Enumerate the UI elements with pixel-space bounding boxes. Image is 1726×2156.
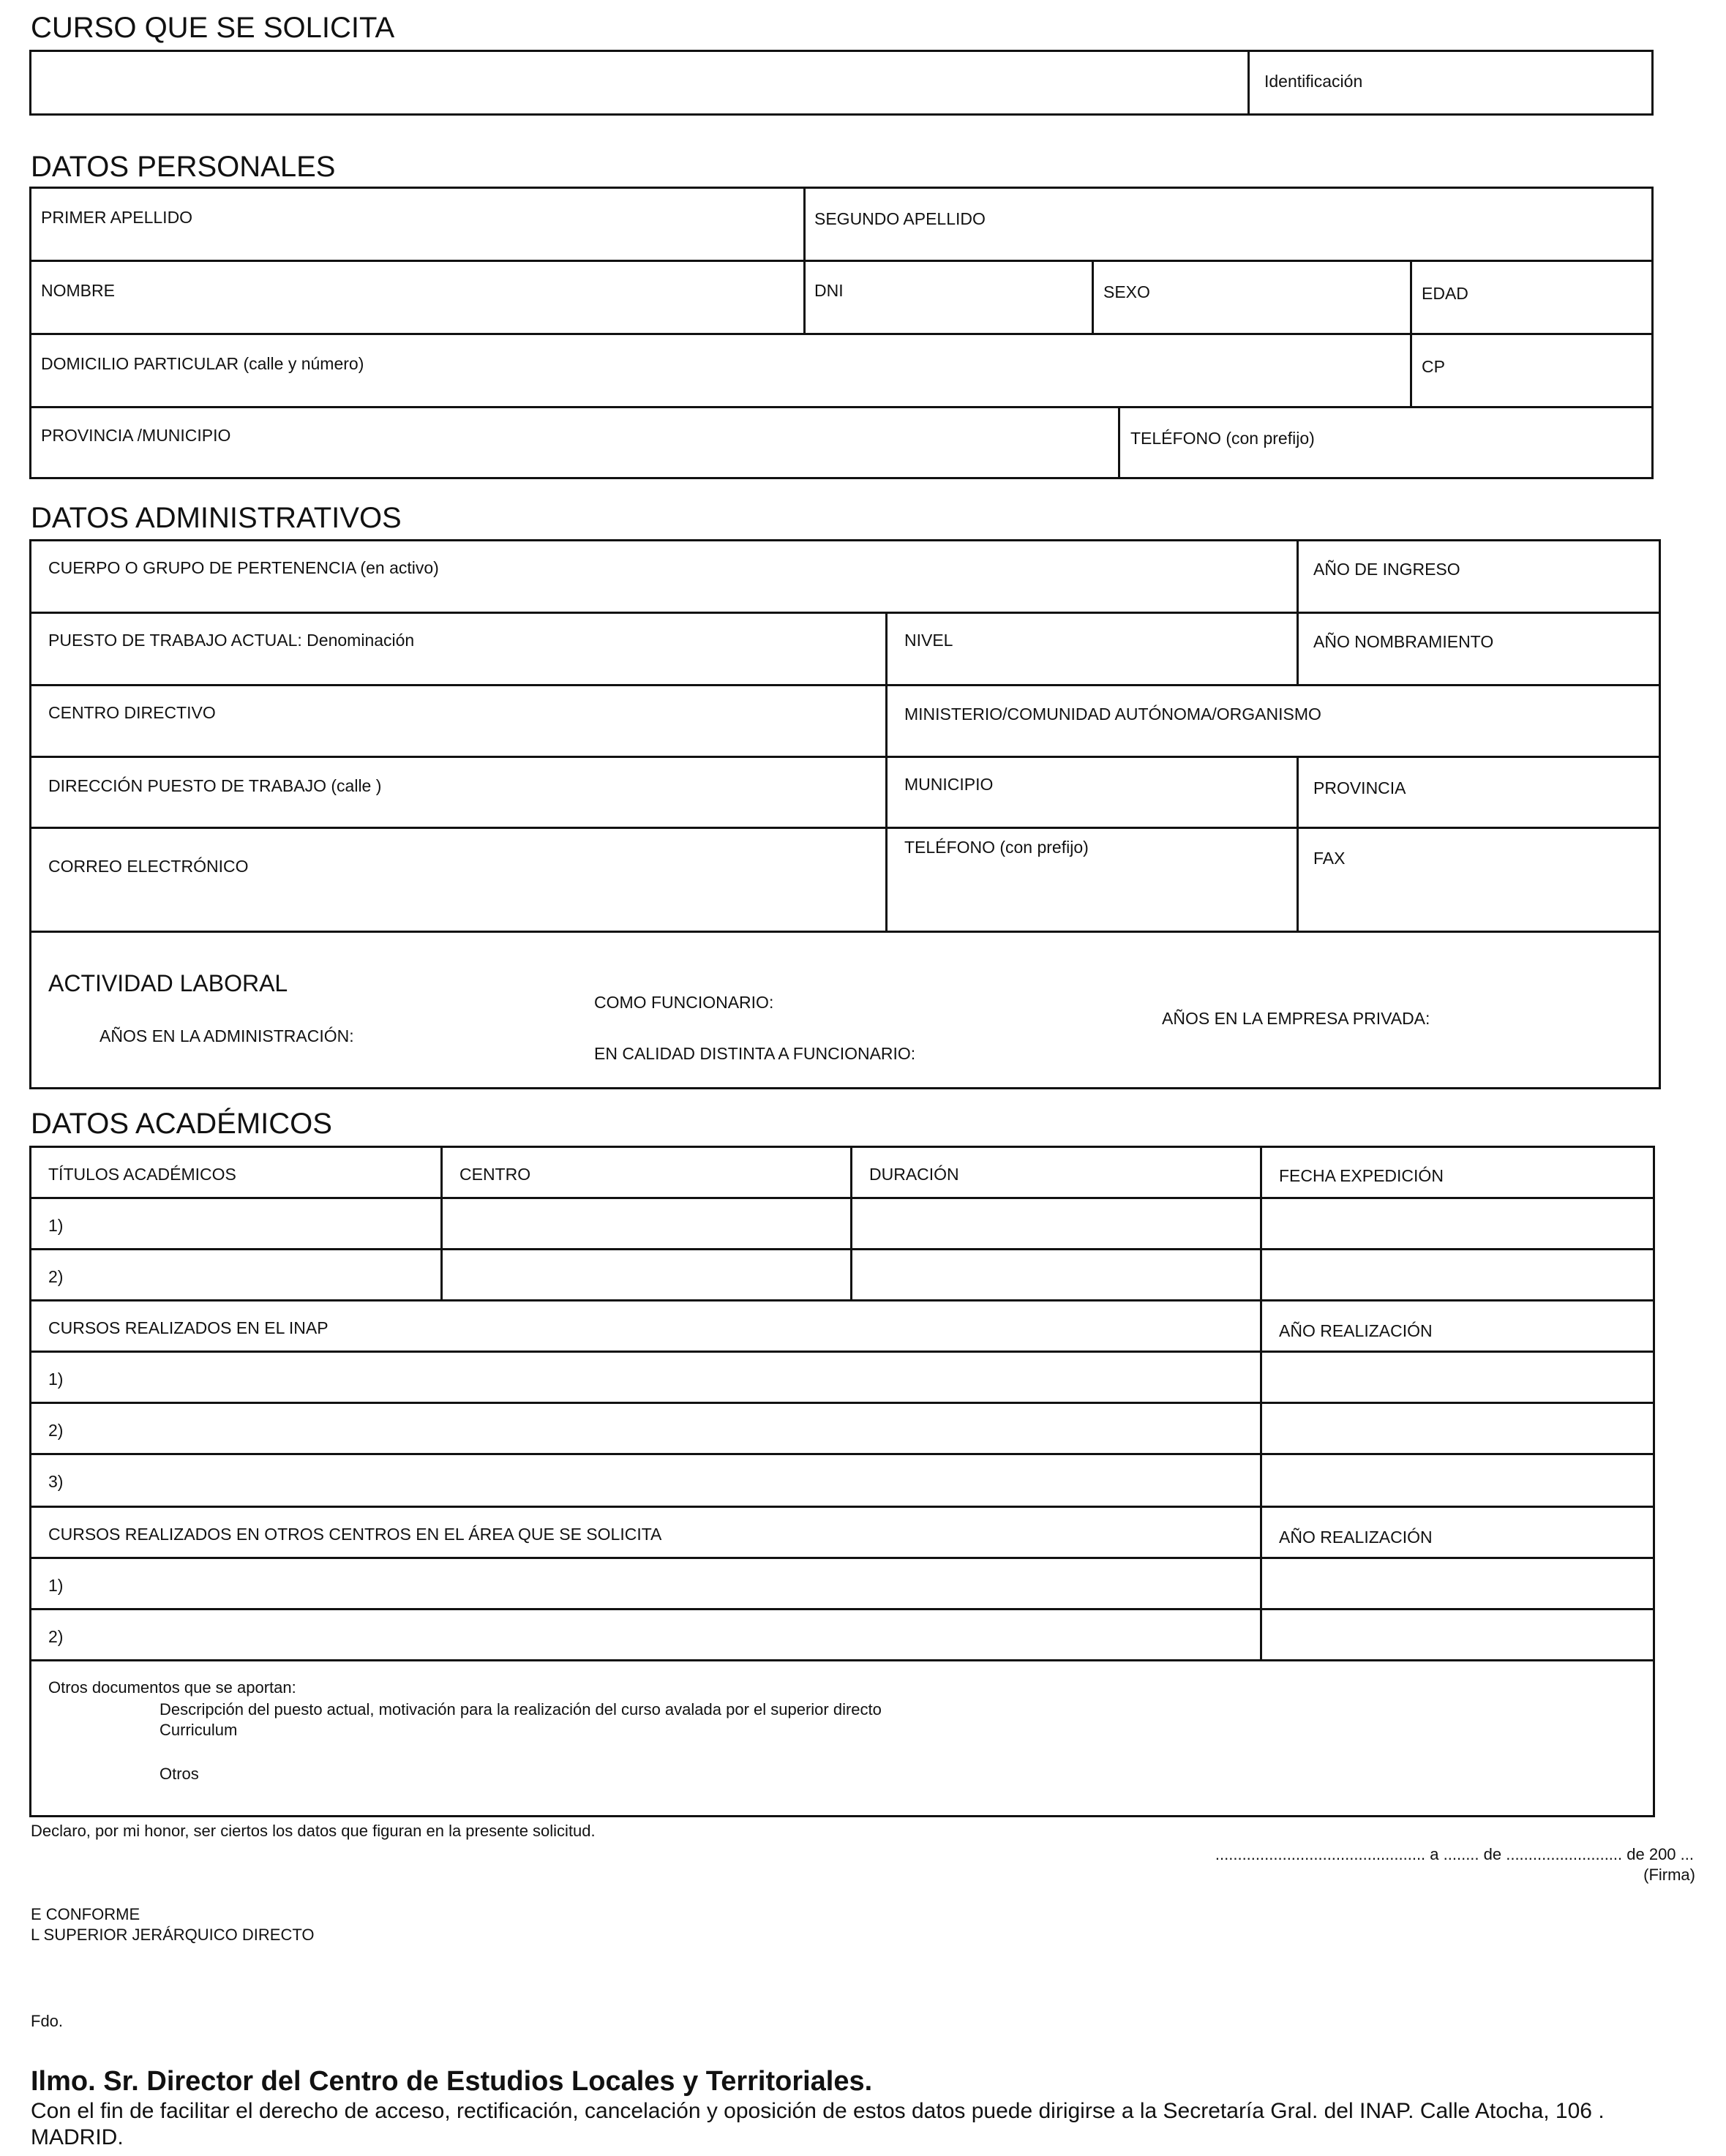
signature-label: (Firma) [1643,1866,1695,1884]
work-address-field[interactable]: DIRECCIÓN PUESTO DE TRABAJO (calle ) [48,776,382,795]
postal-code-field[interactable]: CP [1422,357,1445,376]
section-title-academic: DATOS ACADÉMICOS [31,1108,332,1140]
identification-field[interactable]: Identificación [1264,72,1363,91]
acad-col-line-2 [850,1146,852,1299]
fax-field[interactable]: FAX [1313,849,1346,868]
admin-row-line-3 [29,756,1661,758]
doc-item-others[interactable]: Otros [160,1765,199,1783]
course-divider [1247,50,1250,116]
title-row-2[interactable]: 2) [48,1267,64,1286]
level-field[interactable]: NIVEL [904,631,953,650]
admin-row-line-5 [29,931,1661,933]
personal-row-line-3 [29,406,1654,408]
docs-title: Otros documentos que se aportan: [48,1678,296,1697]
inap-courses-title: CURSOS REALIZADOS EN EL INAP [48,1318,329,1337]
year-appointment-field[interactable]: AÑO NOMBRAMIENTO [1313,632,1494,651]
work-province-field[interactable]: PROVINCIA [1313,778,1406,797]
other-year-header: AÑO REALIZACIÓN [1279,1528,1433,1547]
personal-col-line-4 [1118,406,1120,479]
acad-row-line-10 [29,1659,1655,1661]
admin-row-line-2 [29,684,1661,686]
addressee: Ilmo. Sr. Director del Centro de Estudios Locales y Territoriales. [31,2066,873,2097]
acad-row-line-7 [29,1506,1655,1508]
other-row-1[interactable]: 1) [48,1576,64,1595]
acad-row-line-1 [29,1197,1655,1199]
admin-col-line-1 [1297,539,1299,684]
header-issue-date: FECHA EXPEDICIÓN [1279,1166,1444,1185]
name-field[interactable]: NOMBRE [41,281,115,300]
acad-col-line-3 [1260,1146,1262,1659]
header-duration: DURACIÓN [869,1165,959,1184]
email-field[interactable]: CORREO ELECTRÓNICO [48,857,249,876]
admin-col-line-3 [1297,756,1299,931]
first-surname-field[interactable]: PRIMER APELLIDO [41,208,193,227]
approval-line-1: E CONFORME [31,1905,140,1923]
other-capacity-field[interactable]: EN CALIDAD DISTINTA A FUNCIONARIO: [594,1044,916,1063]
inap-row-3[interactable]: 3) [48,1472,64,1491]
sex-field[interactable]: SEXO [1103,282,1150,301]
personal-col-line-1 [803,187,806,333]
acad-row-line-2 [29,1248,1655,1250]
doc-item-description[interactable]: Descripción del puesto actual, motivación para la realización del curso avalada por el superior directo [160,1700,882,1719]
inap-year-header: AÑO REALIZACIÓN [1279,1321,1433,1340]
second-surname-field[interactable]: SEGUNDO APELLIDO [814,209,986,228]
personal-col-line-2 [1092,260,1094,333]
title-row-1[interactable]: 1) [48,1216,64,1235]
ministry-field[interactable]: MINISTERIO/COMUNIDAD AUTÓNOMA/ORGANISMO [904,705,1321,724]
acad-row-line-3 [29,1299,1655,1302]
age-field[interactable]: EDAD [1422,284,1468,303]
job-field[interactable]: PUESTO DE TRABAJO ACTUAL: Denominación [48,631,415,650]
acad-row-line-8 [29,1557,1655,1559]
group-field[interactable]: CUERPO O GRUPO DE PERTENENCIA (en activo) [48,558,439,577]
year-entry-field[interactable]: AÑO DE INGRESO [1313,560,1460,579]
work-phone-field[interactable]: TELÉFONO (con prefijo) [904,838,1089,857]
center-field[interactable]: CENTRO DIRECTIVO [48,703,216,722]
other-courses-title: CURSOS REALIZADOS EN OTROS CENTROS EN EL ÁREA QUE SE SOLICITA [48,1525,662,1544]
acad-row-line-9 [29,1608,1655,1610]
section-title-course: CURSO QUE SE SOLICITA [31,12,395,44]
privacy-footer: Con el fin de facilitar el derecho de acceso, rectificación, cancelación y oposición de estos datos puede dirigirse a la Secretaría Gral. del INAP. Calle Atocha, 106 . MADRID. [31,2099,1605,2149]
acad-row-line-6 [29,1453,1655,1455]
fdo-label: Fdo. [31,2012,64,2030]
admin-row-line-4 [29,827,1661,829]
phone-field[interactable]: TELÉFONO (con prefijo) [1130,429,1315,448]
inap-row-1[interactable]: 1) [48,1370,64,1389]
section-title-administrative: DATOS ADMINISTRATIVOS [31,502,402,534]
other-row-2[interactable]: 2) [48,1627,64,1646]
province-municipality-field[interactable]: PROVINCIA /MUNICIPIO [41,426,231,445]
administrative-data-table [29,539,1661,1089]
private-years-field[interactable]: AÑOS EN LA EMPRESA PRIVADA: [1162,1009,1430,1028]
doc-item-curriculum[interactable]: Curriculum [160,1721,238,1739]
section-title-personal: DATOS PERSONALES [31,151,336,183]
acad-col-line-1 [440,1146,443,1299]
acad-row-line-5 [29,1402,1655,1404]
date-line[interactable]: ............................................... a ........ de .......................... de 200 ... [1215,1845,1694,1863]
acad-row-line-4 [29,1351,1655,1353]
personal-col-line-3 [1410,260,1412,406]
activity-title: ACTIVIDAD LABORAL [48,970,288,996]
header-titles: TÍTULOS ACADÉMICOS [48,1165,236,1184]
address-field[interactable]: DOMICILIO PARTICULAR (calle y número) [41,354,364,373]
municipality-field[interactable]: MUNICIPIO [904,775,994,794]
admin-row-line-1 [29,612,1661,614]
header-center: CENTRO [459,1165,531,1184]
admin-col-line-2 [885,612,888,931]
dni-field[interactable]: DNI [814,281,844,300]
years-admin-label: AÑOS EN LA ADMINISTRACIÓN: [100,1026,354,1045]
approval-line-2: L SUPERIOR JERÁRQUICO DIRECTO [31,1926,315,1944]
declaration-text: Declaro, por mi honor, ser ciertos los datos que figuran en la presente solicitud. [31,1822,596,1840]
course-field[interactable] [29,50,1654,116]
as-official-field[interactable]: COMO FUNCIONARIO: [594,993,774,1012]
inap-row-2[interactable]: 2) [48,1421,64,1440]
